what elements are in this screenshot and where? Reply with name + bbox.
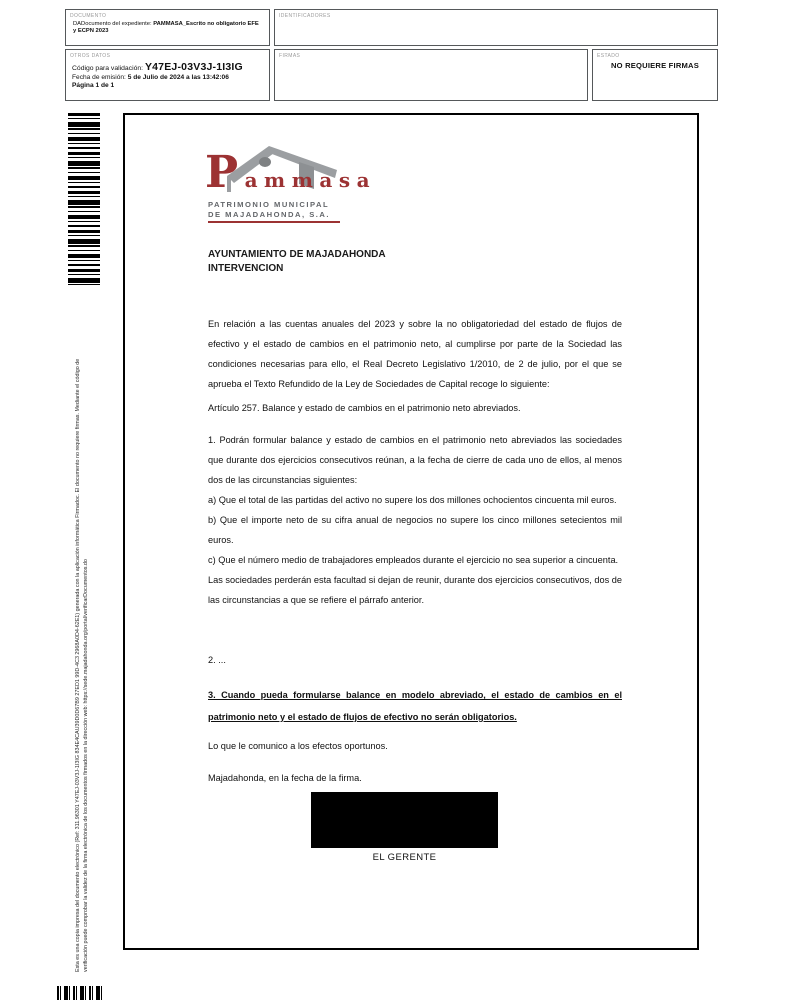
header-box-firmas: [274, 49, 588, 101]
heading-line-2: INTERVENCION: [208, 262, 284, 274]
otros-datos-label: OTROS DATOS: [70, 53, 111, 59]
documento-value: [66, 19, 269, 35]
header-box-identificadores: [274, 9, 718, 46]
header-box-otros-datos: [65, 49, 270, 101]
paragraph-condiciones: [208, 430, 622, 610]
logo-subtitle-1: PATRIMONIO MUNICIPAL: [208, 200, 330, 209]
heading-line-1: AYUNTAMIENTO DE MAJADAHONDA: [208, 249, 386, 260]
signature-title: EL GERENTE: [372, 852, 437, 863]
barcode-icon: [68, 113, 100, 285]
condicion-b: b) Que el importe neto de su cifra anual de negocios no supere los cinco millones setecientos mil euros.: [208, 515, 622, 545]
condicion-c: c) Que el número medio de trabajadores empleados durante el ejercicio no sea superior a cincuenta.: [208, 555, 619, 565]
paragraph-punto-2: 2. ...: [208, 655, 226, 665]
paragraph-comunico: Lo que le comunico a los efectos oportunos.: [208, 741, 388, 751]
fecha-value: 5 de Julio de 2024 a las 13:42:06: [127, 74, 229, 81]
fecha-emision: [66, 73, 269, 81]
condicion-perdida: Las sociedades perderán esta facultad si dejan de reunir, durante dos ejercicios consecutivos, dos de las circunstancias a que se refiere el párrafo anterior.: [208, 575, 622, 605]
logo-red-rule: [208, 221, 340, 223]
brand-initial: P: [205, 147, 245, 198]
codigo-value: Y47EJ-03V3J-1I3IG: [144, 61, 243, 73]
letter-heading: [208, 248, 386, 275]
verification-margin-text: [74, 288, 91, 972]
fecha-label: Fecha de emisión:: [72, 74, 128, 81]
codigo-label: Código para validación:: [72, 65, 145, 72]
codigo-validacion: [66, 59, 269, 73]
condicion-1: 1. Podrán formular balance y estado de cambios en el patrimonio neto abreviados las sociedades que durante dos ejercicios consecutivos reúnan, a la fecha de cierre de cada uno de ellos, al menos dos de las circunstancias siguientes:: [208, 435, 622, 485]
header-box-documento: [65, 9, 270, 46]
estado-label: ESTADO: [597, 53, 620, 59]
paragraph-punto-3-destacado: 3. Cuando pueda formularse balance en modelo abreviado, el estado de cambios en el patrimonio neto y el estado de flujos de efectivo no serán obligatorios.: [208, 690, 622, 722]
documento-label: DOCUMENTO: [70, 13, 107, 19]
barcode-icon: [57, 986, 105, 1000]
redacted-signature-block: [311, 792, 498, 848]
logo-subtitle-2: DE MAJADAHONDA, S.A.: [208, 210, 330, 219]
verification-line-2: verificación puede comprobar la validez de la firma electrónica de los documentos firmados en la dirección web: https://sede.majadahonda.org/portal/verificarDocumentos.do: [83, 559, 89, 972]
paragraph-fecha-firma: Majadahonda, en la fecha de la firma.: [208, 773, 362, 783]
header-box-estado: [592, 49, 718, 101]
firmas-label: FIRMAS: [279, 53, 301, 59]
brand-rest: ammasa: [244, 168, 377, 192]
identificadores-label: IDENTIFICADORES: [279, 13, 331, 19]
verification-line-1: Esta es una copia impresa del documento electrónico (Ref: 311.96301 Y47EJ-03V3J-1I3IG 834E4CAU39D0D67B9 27ED1 99D-4C3 2968A0D4-62E1) generada con la aplicación informática Firmadoc. El documento no requiere firmas. Mediante el código de: [75, 358, 81, 972]
condicion-a: a) Que el total de las partidas del activo no supere los dos millones ochocientos cincuenta mil euros.: [208, 495, 617, 505]
pammasa-logo: [205, 142, 377, 226]
estado-value: NO REQUIERE FIRMAS: [611, 61, 699, 70]
documento-prefix: DADocumento del expediente:: [73, 21, 154, 27]
documento-expediente: PAMMASA_Escrito no obligatorio EFE y ECPN 2023: [73, 21, 259, 34]
paragraph-intro: En relación a las cuentas anuales del 2023 y sobre la no obligatoriedad del estado de flujos de efectivo y el estado de cambios en el patrimonio neto, al cumplirse por parte de la Sociedad las condiciones necesarias para ello, el Real Decreto Legislativo 1/2010, de 2 de julio, por el que se aprueba el Texto Refundido de la Ley de Sociedades de Capital recoge lo siguiente:: [208, 319, 622, 389]
brand-wordmark: [205, 147, 377, 203]
paragraph-articulo-257: Artículo 257. Balance y estado de cambios en el patrimonio neto abreviados.: [208, 403, 521, 413]
pagina-indicator: Página 1 de 1: [72, 82, 115, 89]
